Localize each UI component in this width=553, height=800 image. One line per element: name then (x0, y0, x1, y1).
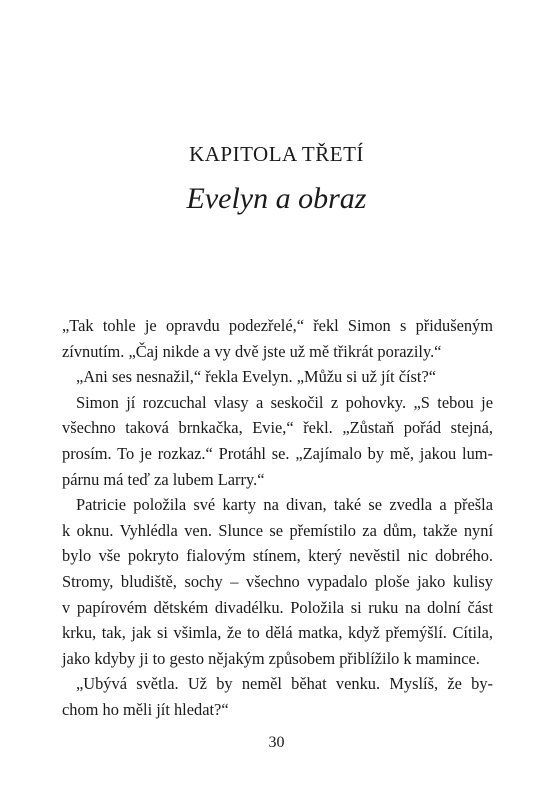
text-line: Simon jí rozcuchal vlasy a seskočil z pohovky. „S tebou je (76, 392, 493, 412)
text-line: krku, tak, jak si všimla, že to dělá matka, když přemýšlí. Cítila, (62, 623, 493, 643)
chapter-title: Evelyn a obraz (186, 182, 367, 215)
text-line: chom ho měli jít hledat?“ (62, 699, 229, 719)
text-line: v papírovém dětském divadélku. Položila si ruku na dolní část (62, 597, 493, 617)
paragraph (62, 390, 493, 492)
text-line: Stromy, bludiště, sochy – všechno vypadalo ploše jako kulisy (62, 571, 493, 591)
text-line: k oknu. Vyhlédla ven. Slunce se přemístilo za dům, takže nyní (62, 520, 493, 540)
text-line: bylo vše pokryto fialovým stínem, který nevěstil nic dobrého. (62, 546, 493, 566)
chapter-label: KAPITOLA TŘETÍ (189, 142, 364, 166)
text-line: „Ani ses nesnažil,“ řekla Evelyn. „Můžu si už jít číst?“ (76, 367, 437, 387)
text-line: Patricie položila své karty na divan, také se zvedla a přešla (76, 495, 493, 515)
text-line: „Ubývá světla. Už by neměl běhat venku. Myslíš, že by- (76, 674, 493, 694)
paragraph (62, 364, 493, 390)
page-number: 30 (268, 734, 285, 751)
paragraph (62, 492, 493, 671)
paragraph (62, 313, 493, 364)
text-line: párnu má teď za lubem Larry.“ (62, 469, 265, 489)
text-line: „Tak tohle je opravdu podezřelé,“ řekl Simon s přidušeným (62, 316, 493, 335)
text-line: všechno taková brnkačka, Evie,“ řekl. „Zůstaň pořád stejná, (62, 418, 493, 438)
paragraph (62, 671, 493, 722)
text-line: prosím. To je rozkaz.“ Protáhl se. „Zajímalo by mě, jakou lum- (62, 443, 493, 463)
text-line: zívnutím. „Čaj nikde a vy dvě jste už mě třikrát porazily.“ (62, 341, 442, 361)
text-line: jako kdyby ji to gesto nějakým způsobem přiblížilo k mamince. (62, 648, 480, 668)
chapter-body-text (62, 313, 493, 723)
